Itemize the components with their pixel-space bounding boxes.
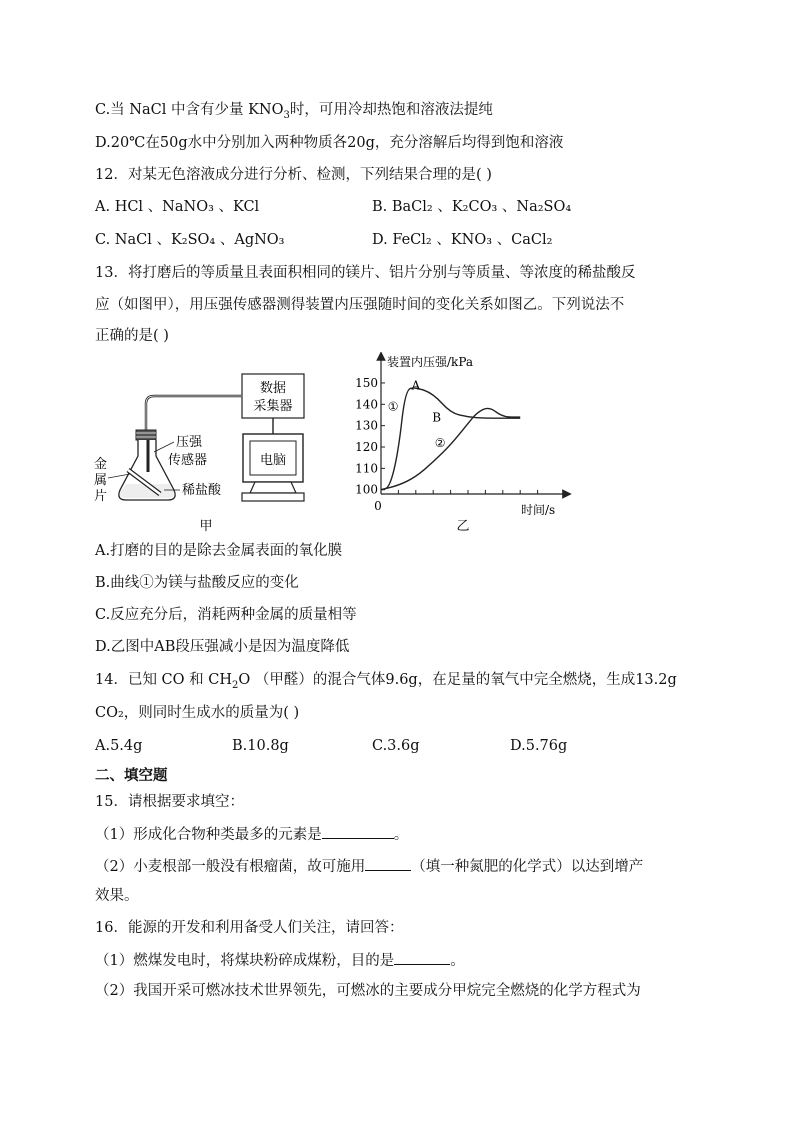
q15-part2-continued: 效果。: [95, 888, 139, 904]
collector-label-1: 数据: [259, 381, 287, 396]
y-tick-label: 100: [355, 482, 378, 497]
q12-option-a: A. HCl 、NaNO₃ 、KCl: [95, 199, 260, 215]
q12-option-b: B. BaCl₂ 、K₂CO₃ 、Na₂SO₄: [372, 199, 572, 215]
y-tick-label: 110: [355, 461, 378, 476]
q13-stem-line2: 应（如图甲），用压强传感器测得装置内压强随时间的变化关系如图乙。下列说法不: [95, 297, 625, 313]
section-heading: 二、填空题: [95, 767, 168, 784]
q13-stem-line1: 13．将打磨后的等质量且表面积相同的镁片、铝片分别与等质量、等浓度的稀盐酸反: [95, 265, 636, 281]
q12-stem: 12．对某无色溶液成分进行分析、检测，下列结果合理的是( ): [95, 167, 492, 183]
q12-option-d: D. FeCl₂ 、KNO₃ 、CaCl₂: [372, 232, 553, 248]
chart-annotation: B: [432, 410, 442, 425]
sensor-label-1: 压强: [176, 435, 203, 450]
q15-part2: （2）小麦根部一般没有根瘤菌，故可施用 （填一种氮肥的化学式）以达到增产: [95, 856, 643, 877]
y-tick-label: 120: [355, 440, 378, 455]
q13-stem-line3: 正确的是( ): [95, 328, 169, 344]
chart-annotation: ①: [387, 399, 399, 414]
figure-a-caption: 甲: [199, 519, 213, 534]
q13-option-d: D.乙图中AB段压强减小是因为温度降低: [95, 639, 350, 655]
acid-label: 稀盐酸: [182, 483, 222, 498]
q16-part2: （2）我国开采可燃冰技术世界领先，可燃冰的主要成分甲烷完全燃烧的化学方程式为: [95, 983, 641, 999]
q14-option-c: C.3.6g: [372, 738, 420, 754]
y-tick-label: 150: [355, 375, 378, 390]
chart-annotation: A: [411, 378, 421, 393]
q11-option-c: C.当 NaCl 中含有少量 $KNO_3$时，可用冷却热饱和溶液法提纯: [95, 102, 493, 121]
q14-stem-line1: 14．已知 CO 和 $CH_2O$ （甲醛）的混合气体9.6g，在足量的氧气中完全燃烧，生成13.2g: [95, 672, 677, 691]
series-line-1: [381, 388, 520, 490]
figure-b-caption: 乙: [456, 519, 470, 532]
q14-stem-line2: CO₂，则同时生成水的质量为( ): [95, 705, 300, 721]
y-axis-label: 装置内压强/kPa: [387, 355, 474, 369]
q16-part1: （1）燃煤发电时，将煤块粉碎成煤粉，目的是 。: [95, 950, 465, 971]
q13-option-b: B.曲线①为镁与盐酸反应的变化: [95, 575, 299, 591]
q14-option-b: B.10.8g: [232, 738, 289, 754]
y-tick-label: 140: [355, 397, 378, 412]
q15-stem: 15．请根据要求填空：: [95, 794, 244, 810]
x-origin-label: 0: [374, 499, 382, 513]
collector-label-2: 采集器: [253, 399, 293, 414]
chart-annotation: ②: [434, 436, 446, 451]
apparatus-figure: [90, 360, 320, 535]
answer-blank[interactable]: [365, 856, 411, 871]
computer-label: 电脑: [259, 453, 287, 468]
pressure-time-chart: [345, 352, 595, 532]
q11-option-d: D.20℃在50g水中分别加入两种物质各20g，充分溶解后均得到饱和溶液: [95, 135, 564, 151]
q14-option-a: A.5.4g: [95, 738, 143, 754]
y-tick-label: 130: [355, 418, 378, 433]
answer-blank[interactable]: [394, 950, 450, 965]
metal-label-1: 金: [94, 457, 108, 472]
q13-option-c: C.反应充分后，消耗两种金属的质量相等: [95, 607, 357, 623]
q16-stem: 16．能源的开发和利用备受人们关注，请回答：: [95, 920, 404, 936]
q12-option-c: C. NaCl 、K₂SO₄ 、AgNO₃: [95, 232, 285, 248]
answer-blank[interactable]: [322, 824, 394, 839]
q15-part1: （1）形成化合物种类最多的元素是 。: [95, 824, 408, 845]
metal-label-2: 属: [94, 473, 108, 488]
sensor-label-2: 传感器: [168, 453, 208, 468]
q13-option-a: A.打磨的目的是除去金属表面的氧化膜: [95, 543, 343, 559]
q14-option-d: D.5.76g: [510, 738, 568, 754]
x-axis-label: 时间/s: [521, 503, 556, 517]
metal-label-3: 片: [94, 489, 108, 504]
